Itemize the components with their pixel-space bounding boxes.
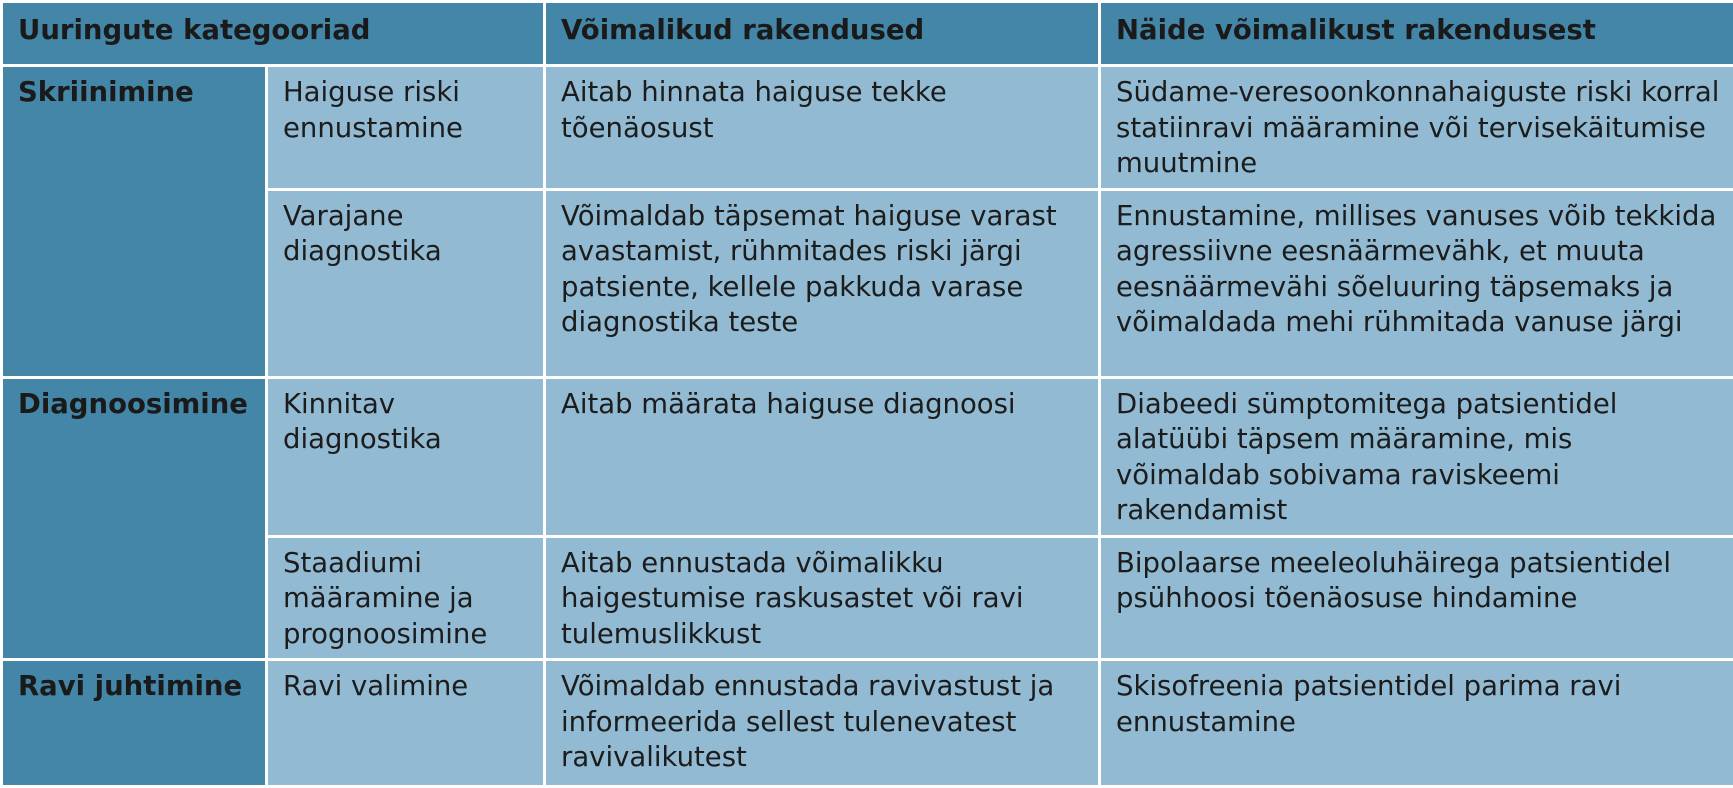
application-cell: Aitab ennustada võimalikku haigestumise raskusastet või ravi tulemuslikkust [545,536,1100,660]
table-row [2,660,1733,787]
application-cell: Aitab hinnata haiguse tekke tõenäosust [545,66,1100,190]
example-cell: Bipolaarse meeleoluhäirega patsientidel psühhoosi tõenäosuse hindamine [1100,536,1733,660]
header-category: Uuringute kategooriad [2,2,545,66]
application-cell: Aitab määrata haiguse diagnoosi [545,377,1100,536]
table-row [2,377,1733,536]
example-cell: Südame-veresoonkonnahaiguste riski korral statiinravi määramine või tervisekäitumise muutmine [1100,66,1733,190]
category-diagnosis: Diagnoosimine [2,377,267,660]
subcategory-cell: Kinnitav diagnostika [267,377,545,536]
application-cell: Võimaldab täpsemat haiguse varast avastamist, rühmitades riski järgi patsiente, kellele pakkuda varase diagnostika teste [545,189,1100,377]
application-cell: Võimaldab ennustada ravivastust ja informeerida sellest tulenevatest ravivalikutest [545,660,1100,787]
subcategory-cell: Varajane diagnostika [267,189,545,377]
header-row [2,2,1733,66]
subcategory-cell: Ravi valimine [267,660,545,787]
category-screening: Skriinimine [2,66,267,378]
subcategory-cell: Staadiumi määramine ja prognoosimine [267,536,545,660]
table-row [2,66,1733,190]
example-cell: Diabeedi sümptomitega patsientidel alatüübi täpsem määramine, mis võimaldab sobivama raviskeemi rakendamist [1100,377,1733,536]
subcategory-cell: Haiguse riski ennustamine [267,66,545,190]
example-cell: Skisofreenia patsientidel parima ravi ennustamine [1100,660,1733,787]
header-applications: Võimalikud rakendused [545,2,1100,66]
example-cell: Ennustamine, millises vanuses võib tekkida agressiivne eesnäärmevähk, et muuta eesnäärmevähi sõeluuring täpsemaks ja võimaldada mehi rühmitada vanuse järgi [1100,189,1733,377]
header-example: Näide võimalikust rakendusest [1100,2,1733,66]
category-treatment-management: Ravi juhtimine [2,660,267,787]
